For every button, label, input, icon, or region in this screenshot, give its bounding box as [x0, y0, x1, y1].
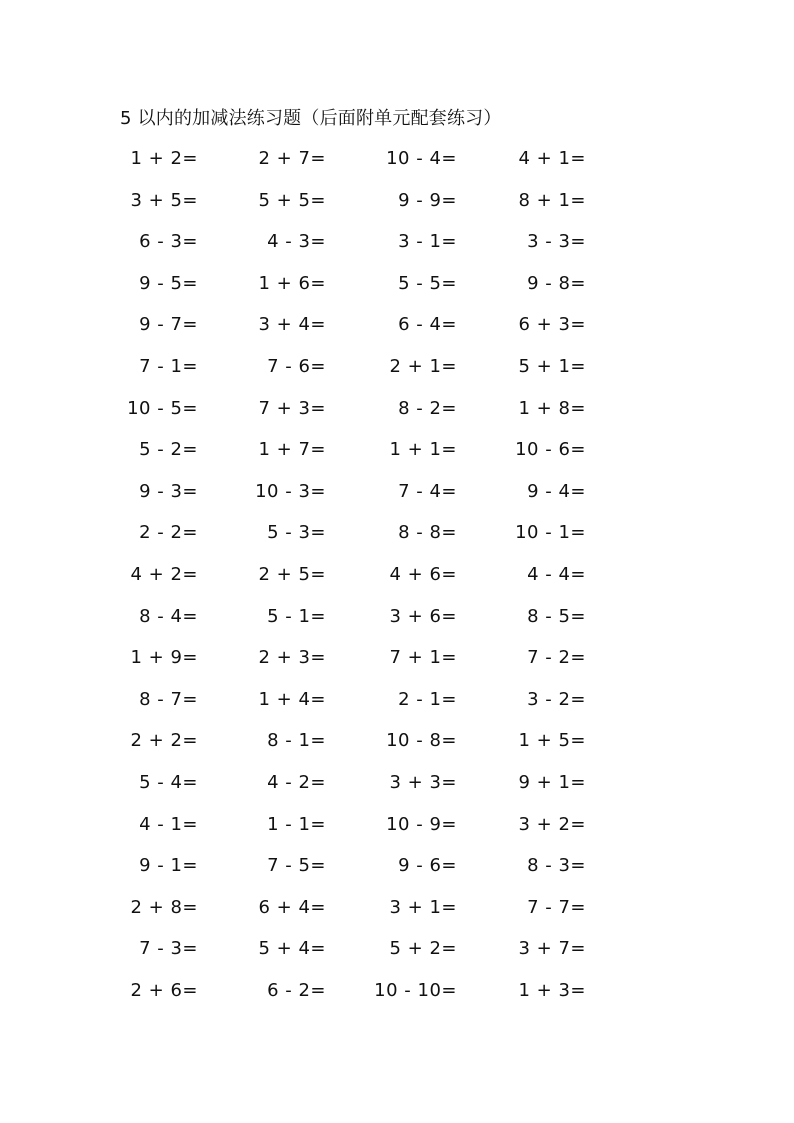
problem-cell: 5 - 1=	[267, 605, 326, 627]
problem-cell: 8 - 5=	[527, 605, 586, 627]
problem-cell: 6 - 3=	[139, 231, 198, 253]
problem-cell: 5 + 4=	[258, 938, 326, 960]
problem-row	[0, 686, 794, 728]
problem-cell: 4 + 2=	[130, 563, 198, 585]
problem-cell: 3 + 1=	[389, 896, 457, 918]
problem-cell: 7 - 3=	[139, 938, 198, 960]
problem-cell: 10 - 6=	[515, 439, 586, 461]
problem-cell: 1 + 1=	[389, 439, 457, 461]
problem-row	[0, 228, 794, 270]
problem-row	[0, 935, 794, 977]
problem-cell: 2 + 1=	[389, 355, 457, 377]
problem-cell: 9 - 1=	[139, 855, 198, 877]
problem-cell: 2 + 5=	[258, 563, 326, 585]
problem-cell: 2 + 6=	[130, 979, 198, 1001]
problem-cell: 7 - 4=	[398, 480, 457, 502]
problem-cell: 2 - 1=	[398, 688, 457, 710]
problem-cell: 3 + 7=	[518, 938, 586, 960]
problem-cell: 10 - 9=	[386, 813, 457, 835]
problem-cell: 8 - 8=	[398, 522, 457, 544]
problem-row	[0, 478, 794, 520]
problem-cell: 9 - 8=	[527, 272, 586, 294]
problem-row	[0, 603, 794, 645]
problem-cell: 1 + 3=	[518, 979, 586, 1001]
problem-row	[0, 644, 794, 686]
problem-row	[0, 436, 794, 478]
problem-cell: 10 - 8=	[386, 730, 457, 752]
problem-cell: 3 + 5=	[130, 189, 198, 211]
problem-cell: 7 - 6=	[267, 355, 326, 377]
problem-cell: 10 - 1=	[515, 522, 586, 544]
problem-row	[0, 977, 794, 1019]
problem-cell: 2 + 3=	[258, 647, 326, 669]
problem-cell: 2 + 8=	[130, 896, 198, 918]
problem-grid	[0, 145, 794, 1018]
problem-row	[0, 811, 794, 853]
problem-cell: 1 + 2=	[130, 148, 198, 169]
problem-cell: 4 - 3=	[267, 231, 326, 253]
problem-cell: 7 + 1=	[389, 647, 457, 669]
problem-cell: 1 + 8=	[518, 397, 586, 419]
problem-cell: 8 - 2=	[398, 397, 457, 419]
problem-cell: 10 - 10=	[374, 979, 457, 1001]
problem-row	[0, 894, 794, 936]
problem-cell: 9 - 6=	[398, 855, 457, 877]
problem-cell: 6 + 3=	[518, 314, 586, 336]
problem-cell: 8 - 4=	[139, 605, 198, 627]
problem-cell: 5 + 1=	[518, 355, 586, 377]
problem-cell: 3 + 4=	[258, 314, 326, 336]
problem-cell: 9 - 7=	[139, 314, 198, 336]
problem-cell: 7 - 7=	[527, 896, 586, 918]
problem-cell: 3 + 3=	[389, 771, 457, 793]
problem-cell: 8 - 7=	[139, 688, 198, 710]
problem-cell: 10 - 4=	[386, 148, 457, 169]
problem-row	[0, 395, 794, 437]
problem-row	[0, 187, 794, 229]
problem-cell: 4 - 2=	[267, 771, 326, 793]
problem-cell: 3 - 1=	[398, 231, 457, 253]
problem-row	[0, 311, 794, 353]
problem-cell: 7 - 1=	[139, 355, 198, 377]
problem-cell: 5 - 5=	[398, 272, 457, 294]
problem-cell: 1 + 9=	[130, 647, 198, 669]
problem-cell: 3 + 2=	[518, 813, 586, 835]
problem-cell: 4 + 1=	[518, 148, 586, 169]
problem-cell: 1 + 5=	[518, 730, 586, 752]
problem-cell: 5 - 3=	[267, 522, 326, 544]
problem-cell: 2 - 2=	[139, 522, 198, 544]
problem-cell: 3 - 3=	[527, 231, 586, 253]
problem-row	[0, 145, 794, 187]
problem-cell: 1 + 6=	[258, 272, 326, 294]
problem-cell: 3 + 6=	[389, 605, 457, 627]
problem-cell: 5 + 5=	[258, 189, 326, 211]
problem-cell: 2 + 2=	[130, 730, 198, 752]
problem-cell: 4 - 1=	[139, 813, 198, 835]
problem-cell: 9 - 5=	[139, 272, 198, 294]
problem-cell: 10 - 3=	[255, 480, 326, 502]
problem-cell: 1 - 1=	[267, 813, 326, 835]
problem-row	[0, 727, 794, 769]
problem-cell: 5 + 2=	[389, 938, 457, 960]
problem-cell: 5 - 4=	[139, 771, 198, 793]
problem-cell: 10 - 5=	[127, 397, 198, 419]
problem-cell: 9 - 9=	[398, 189, 457, 211]
problem-cell: 9 + 1=	[518, 771, 586, 793]
problem-cell: 7 - 5=	[267, 855, 326, 877]
problem-cell: 2 + 7=	[258, 148, 326, 169]
problem-cell: 1 + 4=	[258, 688, 326, 710]
problem-cell: 8 - 3=	[527, 855, 586, 877]
problem-cell: 7 - 2=	[527, 647, 586, 669]
problem-cell: 9 - 4=	[527, 480, 586, 502]
problem-row	[0, 852, 794, 894]
problem-row	[0, 519, 794, 561]
problem-cell: 7 + 3=	[258, 397, 326, 419]
problem-cell: 6 - 4=	[398, 314, 457, 336]
problem-row	[0, 353, 794, 395]
problem-cell: 5 - 2=	[139, 439, 198, 461]
problem-cell: 8 - 1=	[267, 730, 326, 752]
problem-cell: 9 - 3=	[139, 480, 198, 502]
problem-cell: 8 + 1=	[518, 189, 586, 211]
problem-cell: 3 - 2=	[527, 688, 586, 710]
problem-cell: 1 + 7=	[258, 439, 326, 461]
problem-cell: 6 - 2=	[267, 979, 326, 1001]
page-title: 5 以内的加减法练习题（后面附单元配套练习）	[120, 108, 502, 129]
problem-cell: 4 + 6=	[389, 563, 457, 585]
problem-cell: 6 + 4=	[258, 896, 326, 918]
problem-row	[0, 769, 794, 811]
problem-row	[0, 270, 794, 312]
problem-row	[0, 561, 794, 603]
problem-cell: 4 - 4=	[527, 563, 586, 585]
